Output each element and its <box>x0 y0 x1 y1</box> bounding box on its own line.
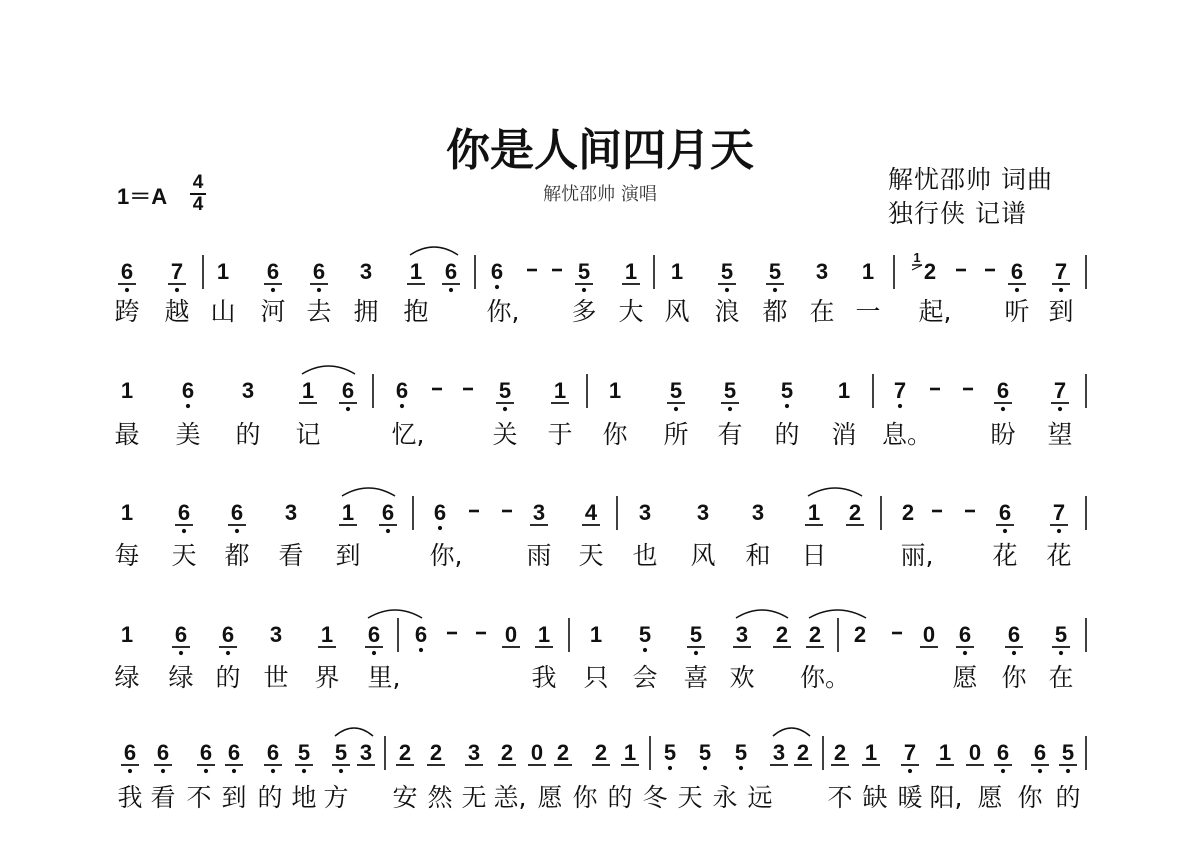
lower-octave-dot <box>235 529 239 533</box>
lyric-char: 都 <box>224 541 250 570</box>
note: 7 <box>903 740 917 765</box>
lyric-char: 的 <box>774 420 800 449</box>
lyric-char: 缺 <box>862 783 888 812</box>
lyric-char: 你。 <box>799 663 851 692</box>
note: 6 <box>266 740 280 765</box>
note: 6 <box>230 500 244 525</box>
note: 7 <box>170 259 184 284</box>
note: 6 <box>367 622 381 647</box>
composer-credit: 解忧邵帅 词曲 <box>888 165 1053 194</box>
note: 1 <box>589 622 603 647</box>
note: 1 <box>670 259 684 284</box>
note: 6 <box>174 622 188 647</box>
lyric-char: 多 <box>571 297 597 326</box>
lower-octave-dot <box>339 769 343 773</box>
note: 3 <box>467 740 481 765</box>
lyric-char: 你 <box>1001 663 1027 692</box>
lower-octave-dot <box>419 648 423 652</box>
note: 2 <box>848 500 862 525</box>
note: 0 <box>922 622 936 647</box>
lyric-char: 于 <box>547 420 573 449</box>
lyric-char: 抱 <box>403 297 429 326</box>
note: 1 <box>624 259 638 284</box>
lower-octave-dot <box>438 526 442 530</box>
note: 1 <box>409 259 423 284</box>
note: 5 <box>1061 740 1075 765</box>
note: 6 <box>123 740 137 765</box>
slur <box>809 610 866 618</box>
lower-octave-dot <box>703 766 707 770</box>
note: 3 <box>532 500 546 525</box>
lower-octave-dot <box>1038 769 1042 773</box>
lyric-char: 也 <box>632 541 658 570</box>
note: 7 <box>893 378 907 403</box>
lower-octave-dot <box>271 769 275 773</box>
note: 0 <box>504 622 518 647</box>
note: 6 <box>490 259 504 284</box>
note: 1 <box>120 500 134 525</box>
lyric-char: 愿 <box>537 783 563 812</box>
lyric-char: 盼 <box>990 420 1016 449</box>
song-title: 你是人间四月天 <box>446 125 754 176</box>
lyric-char: 你 <box>1017 783 1043 812</box>
note: 1 <box>807 500 821 525</box>
lyric-char: 浪 <box>714 297 740 326</box>
lyric-char: 花 <box>1046 541 1072 570</box>
note: 6 <box>1033 740 1047 765</box>
note: 2 <box>775 622 789 647</box>
lyric-char: 地 <box>291 783 317 812</box>
lyric-char: 起, <box>918 297 952 326</box>
lyric-char: 我 <box>117 783 143 812</box>
note: 1 <box>320 622 334 647</box>
lyric-char: 喜 <box>683 663 709 692</box>
note: 3 <box>269 622 283 647</box>
note: 2 <box>901 500 915 525</box>
note: 5 <box>669 378 683 403</box>
slur <box>736 610 788 618</box>
lower-octave-dot <box>186 404 190 408</box>
lyric-char: 有 <box>717 420 743 449</box>
lower-octave-dot <box>963 651 967 655</box>
note: 3 <box>638 500 652 525</box>
slur <box>342 488 395 496</box>
lyric-char: 阳, <box>929 783 963 812</box>
lyric-char: 日 <box>801 541 827 570</box>
note: 3 <box>359 259 373 284</box>
lyric-char: 绿 <box>168 663 194 692</box>
lyric-char: 美 <box>175 420 201 449</box>
note: 7 <box>1054 259 1068 284</box>
lower-octave-dot <box>582 288 586 292</box>
note: 2 <box>556 740 570 765</box>
note: 6 <box>312 259 326 284</box>
lyric-char: 去 <box>306 297 332 326</box>
lower-octave-dot <box>161 769 165 773</box>
note: 6 <box>381 500 395 525</box>
lyric-char: 到 <box>335 541 361 570</box>
note: 6 <box>341 378 355 403</box>
note: 1 <box>938 740 952 765</box>
lower-octave-dot <box>773 288 777 292</box>
lower-octave-dot <box>1059 288 1063 292</box>
lyric-char: 都 <box>762 297 788 326</box>
lyric-char: 每 <box>114 541 140 570</box>
note: 1 <box>608 378 622 403</box>
note: 1 <box>864 740 878 765</box>
lyric-char: 拥 <box>353 297 379 326</box>
lyric-char: 欢 <box>729 663 755 692</box>
lower-octave-dot <box>898 404 902 408</box>
note: 1 <box>861 259 875 284</box>
note: 5 <box>720 259 734 284</box>
note: 5 <box>334 740 348 765</box>
lower-octave-dot <box>1066 769 1070 773</box>
lyric-char: 和 <box>745 541 771 570</box>
lower-octave-dot <box>1057 529 1061 533</box>
lyric-char: 所 <box>663 420 689 449</box>
lower-octave-dot <box>449 288 453 292</box>
lower-octave-dot <box>739 766 743 770</box>
lyric-char: 不 <box>186 783 212 812</box>
lower-octave-dot <box>175 288 179 292</box>
slur <box>335 728 373 736</box>
note: 2 <box>500 740 514 765</box>
note: 6 <box>996 378 1010 403</box>
note: 2 <box>796 740 810 765</box>
lyric-char: 河 <box>260 297 286 326</box>
note: 6 <box>444 259 458 284</box>
lower-octave-dot <box>271 288 275 292</box>
lower-octave-dot <box>1003 529 1007 533</box>
lyric-char: 不 <box>827 783 853 812</box>
note: 6 <box>996 740 1010 765</box>
note: 1 <box>120 622 134 647</box>
lyric-char: 跨 <box>114 297 140 326</box>
note: 5 <box>780 378 794 403</box>
note: 6 <box>1007 622 1021 647</box>
note: 5 <box>297 740 311 765</box>
lyric-char: 方 <box>323 783 349 812</box>
lower-octave-dot <box>668 766 672 770</box>
lyric-char: 消 <box>831 420 857 449</box>
note: 7 <box>1053 378 1067 403</box>
note: 6 <box>958 622 972 647</box>
lyric-char: 我 <box>531 663 557 692</box>
note: 3 <box>772 740 786 765</box>
note: 6 <box>266 259 280 284</box>
note: 6 <box>156 740 170 765</box>
lower-octave-dot <box>1015 288 1019 292</box>
note: 1 <box>623 740 637 765</box>
lyric-char: 到 <box>221 783 247 812</box>
note: 5 <box>768 259 782 284</box>
lyric-char: 丽, <box>900 541 934 570</box>
lower-octave-dot <box>400 404 404 408</box>
lyric-char: 息。 <box>881 420 933 449</box>
note: 5 <box>638 622 652 647</box>
lower-octave-dot <box>1012 651 1016 655</box>
lower-octave-dot <box>1058 407 1062 411</box>
lyric-char: 世 <box>263 663 289 692</box>
lower-octave-dot <box>182 529 186 533</box>
note: 5 <box>698 740 712 765</box>
lyric-char: 暖 <box>897 783 923 812</box>
lower-octave-dot <box>204 769 208 773</box>
slur <box>773 728 810 736</box>
lower-octave-dot <box>125 288 129 292</box>
key-signature: 1＝A <box>117 184 168 209</box>
note: 0 <box>968 740 982 765</box>
lower-octave-dot <box>317 288 321 292</box>
lyric-char: 冬 <box>642 783 668 812</box>
note: 2 <box>398 740 412 765</box>
lyric-char: 听 <box>1004 297 1030 326</box>
lyric-char: 你, <box>429 541 463 570</box>
lyric-char: 风 <box>690 541 716 570</box>
lyric-char: 望 <box>1047 420 1073 449</box>
lyric-char: 看 <box>150 783 176 812</box>
lyric-char: 风 <box>664 297 690 326</box>
note: 3 <box>696 500 710 525</box>
note: 3 <box>751 500 765 525</box>
lyric-char: 的 <box>215 663 241 692</box>
note: 2 <box>853 622 867 647</box>
note: 5 <box>577 259 591 284</box>
lyric-char: 绿 <box>114 663 140 692</box>
lyric-char: 大 <box>618 297 644 326</box>
note: 2 <box>594 740 608 765</box>
note: 4 <box>584 500 598 525</box>
lower-octave-dot <box>1001 769 1005 773</box>
note: 1 <box>120 378 134 403</box>
lyric-char: 到 <box>1048 297 1074 326</box>
lower-octave-dot <box>725 288 729 292</box>
lyric-char: 一 <box>855 297 881 326</box>
lower-octave-dot <box>785 404 789 408</box>
note: 2 <box>833 740 847 765</box>
note: 1 <box>553 378 567 403</box>
note: 5 <box>723 378 737 403</box>
lyric-char: 在 <box>1048 663 1074 692</box>
transcriber-credit: 独行侠 记谱 <box>888 199 1027 228</box>
grace-note: 1 <box>913 250 921 265</box>
note: 3 <box>284 500 298 525</box>
note: 1 <box>341 500 355 525</box>
lyric-char: 只 <box>583 663 609 692</box>
note: 6 <box>199 740 213 765</box>
lyric-char: 看 <box>278 541 304 570</box>
lyric-char: 在 <box>809 297 835 326</box>
lower-octave-dot <box>728 407 732 411</box>
lyric-char: 然 <box>427 783 453 812</box>
note: 1 <box>301 378 315 403</box>
lyric-char: 恙, <box>493 783 527 812</box>
lyric-char: 永 <box>712 783 738 812</box>
lyric-char: 关 <box>492 420 518 449</box>
note: 2 <box>923 259 937 284</box>
lyric-char: 会 <box>632 663 658 692</box>
note: 1 <box>837 378 851 403</box>
lower-octave-dot <box>694 651 698 655</box>
lyric-char: 最 <box>114 420 140 449</box>
lower-octave-dot <box>643 648 647 652</box>
lyric-char: 里, <box>367 663 401 692</box>
note: 2 <box>429 740 443 765</box>
lyric-char: 花 <box>992 541 1018 570</box>
note: 1 <box>216 259 230 284</box>
lyric-char: 愿 <box>977 783 1003 812</box>
lower-octave-dot <box>372 651 376 655</box>
note: 5 <box>734 740 748 765</box>
lyric-char: 越 <box>164 297 190 326</box>
note: 6 <box>414 622 428 647</box>
note: 6 <box>998 500 1012 525</box>
note: 6 <box>177 500 191 525</box>
note: 6 <box>120 259 134 284</box>
lower-octave-dot <box>128 769 132 773</box>
lower-octave-dot <box>226 651 230 655</box>
note: 3 <box>241 378 255 403</box>
note: 5 <box>1054 622 1068 647</box>
lower-octave-dot <box>674 407 678 411</box>
note: 6 <box>221 622 235 647</box>
lyric-char: 山 <box>210 297 236 326</box>
note: 3 <box>815 259 829 284</box>
performer-credit: 解忧邵帅 演唱 <box>543 184 657 205</box>
lyric-char: 愿 <box>952 663 978 692</box>
note: 5 <box>498 378 512 403</box>
note: 5 <box>689 622 703 647</box>
note: 6 <box>1010 259 1024 284</box>
lower-octave-dot <box>1001 407 1005 411</box>
lyric-char: 天 <box>677 783 703 812</box>
lyric-char: 安 <box>392 783 418 812</box>
time-signature-bottom: 4 <box>192 194 204 215</box>
lyric-char: 的 <box>235 420 261 449</box>
note: 6 <box>181 378 195 403</box>
lyric-char: 你 <box>572 783 598 812</box>
lyric-char: 天 <box>171 541 197 570</box>
note: 3 <box>359 740 373 765</box>
note: 6 <box>395 378 409 403</box>
lyric-char: 的 <box>607 783 633 812</box>
note: 0 <box>530 740 544 765</box>
lyric-char: 你 <box>602 420 628 449</box>
note: 6 <box>433 500 447 525</box>
slur <box>410 247 458 255</box>
lower-octave-dot <box>346 407 350 411</box>
note: 1 <box>537 622 551 647</box>
note: 7 <box>1052 500 1066 525</box>
note: 5 <box>663 740 677 765</box>
lower-octave-dot <box>908 769 912 773</box>
lyric-char: 远 <box>747 783 773 812</box>
lyric-char: 你, <box>486 297 520 326</box>
lyric-char: 记 <box>295 420 321 449</box>
note: 2 <box>808 622 822 647</box>
lyric-char: 界 <box>314 663 340 692</box>
lower-octave-dot <box>179 651 183 655</box>
lyric-char: 天 <box>578 541 604 570</box>
lower-octave-dot <box>1059 651 1063 655</box>
slur <box>368 610 422 618</box>
lyric-char: 雨 <box>526 541 552 570</box>
lower-octave-dot <box>386 529 390 533</box>
note: 6 <box>227 740 241 765</box>
slur <box>302 366 355 374</box>
lyric-char: 忆, <box>391 420 425 449</box>
lower-octave-dot <box>503 407 507 411</box>
lyric-char: 的 <box>257 783 283 812</box>
slur <box>808 488 862 496</box>
time-signature-top: 4 <box>192 172 204 193</box>
lower-octave-dot <box>232 769 236 773</box>
note: 3 <box>735 622 749 647</box>
lyric-char: 无 <box>461 783 487 812</box>
lower-octave-dot <box>302 769 306 773</box>
lower-octave-dot <box>495 285 499 289</box>
lyric-char: 的 <box>1055 783 1081 812</box>
